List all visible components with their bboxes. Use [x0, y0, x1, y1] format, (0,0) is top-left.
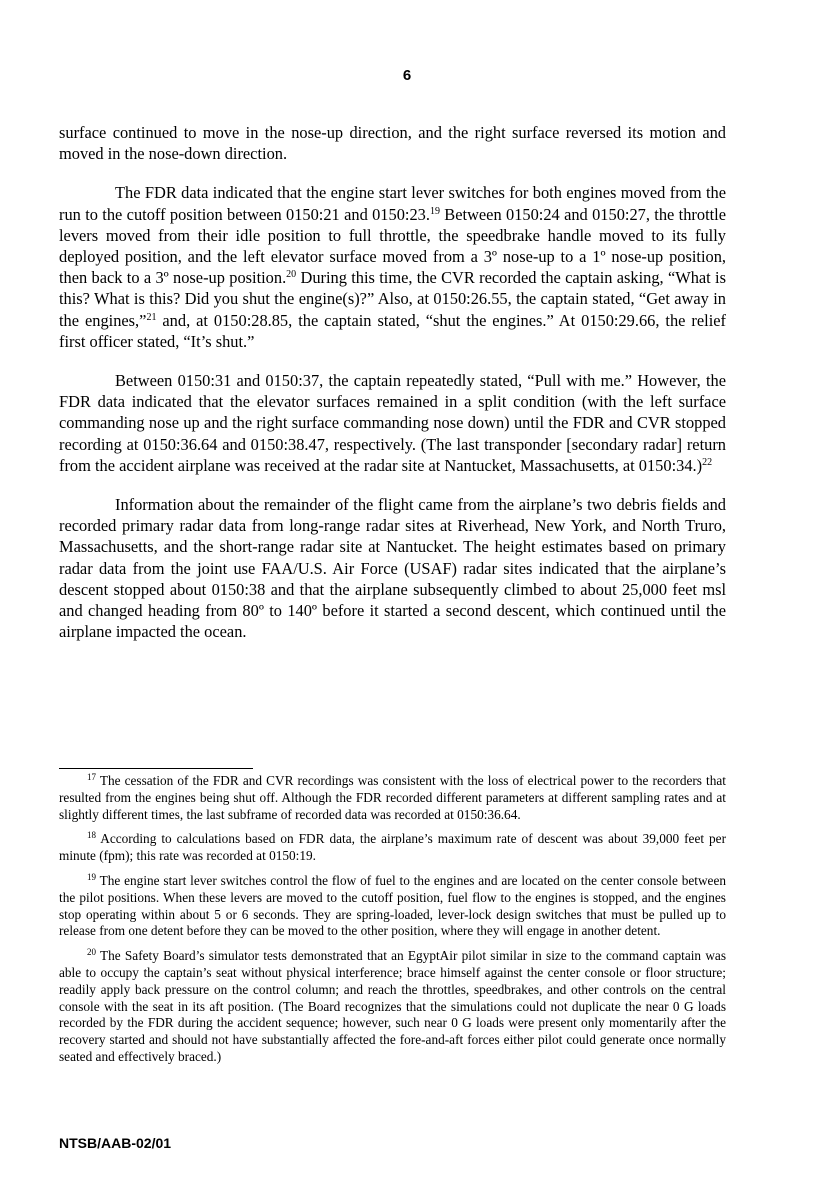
footnote-number: 20: [87, 947, 96, 958]
text-run: and, at 0150:28.85, the captain stated, “shut the engines.” At 0150:29.66, the relief first officer stated, “It’s shut.”: [59, 310, 726, 351]
footnote-text: The cessation of the FDR and CVR recordings was consistent with the loss of electrical power to the recorders that resulted from the engines being shut off. Although the FDR recorded different parameters at different sampling rates and at slightly different times, the last subframe of recorded data was recorded at 0150:36.64.: [59, 773, 726, 822]
footnote-text: According to calculations based on FDR data, the airplane’s maximum rate of descent was about 39,000 feet per minute (fpm); this rate was recorded at 0150:19.: [59, 831, 726, 864]
footnote-ref-21: 21: [146, 311, 157, 323]
text-run: Between 0150:31 and 0150:37, the captain repeatedly stated, “Pull with me.” However, the FDR data indicated that the elevator surfaces remained in a split condition (with the left surface commanding nose up and the right surface commanding nose down) until the FDR and CVR stopped recording at 0150:36.64 and 0150:38.47, respectively. (The last transponder [secondary radar] return from the accident airplane was received at the radar site at Nantucket, Massachusetts, at 0150:34.): [59, 371, 726, 475]
footnote-ref-22: 22: [702, 456, 713, 468]
footnote-divider: [59, 768, 253, 769]
footnote-19: [59, 873, 726, 940]
footnote-text: The engine start lever switches control the flow of fuel to the engines and are located on the center console between the pilot positions. When these levers are moved to the cutoff position, fuel flow to the engines is stopped, and the engines stop operating within about 5 or 6 seconds. They are spring-loaded, lever-lock design switches that must be pulled up to release from one detent before they can be moved to the other position, where they will engage in another detent.: [59, 872, 726, 939]
paragraph-engine-start-levers: [59, 182, 726, 352]
footnote-17: [59, 773, 726, 823]
footnote-18: [59, 831, 726, 865]
page-number: 6: [402, 67, 412, 84]
footnote-text: The Safety Board’s simulator tests demonstrated that an EgyptAir pilot similar in size to the command captain was able to occupy the captain’s seat without physical interference; brace himself against the center console or floor structure; readily apply back pressure on the control column; and reach the throttles, speedbrakes, and other controls on the central console with the seat in its aft position. (The Board recognizes that the simulations could not duplicate the near 0 G loads recorded by the FDR during the accident sequence; however, such near 0 G loads were present only momentarily after the recovery started and should not have substantially affected the fore-and-aft forces either pilot could generate once normally seated and effectively braced.): [59, 948, 726, 1064]
text-run: During this time, the CVR recorded the captain asking, “What is this? What is this? Did you shut the engine(s)?” Also, at 0150:26.55, the captain stated, “Get away in the engines,”: [59, 268, 726, 330]
footnote-ref-19: 19: [429, 205, 440, 217]
paragraph-continuation: [59, 122, 726, 164]
footnote-20: [59, 948, 726, 1066]
footnote-number: 18: [87, 830, 96, 841]
paragraph-pull-with-me: [59, 370, 726, 476]
text-run: Information about the remainder of the flight came from the airplane’s two debris fields and recorded primary radar data from long-range radar sites at Riverhead, New York, and North Truro, Massachusetts, and the short-range radar site at Nantucket. The height estimates based on primary radar data from the joint use FAA/U.S. Air Force (USAF) radar sites indicated that the airplane’s descent stopped about 0150:38 and that the airplane subsequently climbed to about 25,000 feet msl and changed heading from 80º to 140º before it started a second descent, which continued until the airplane impacted the ocean.: [59, 495, 726, 642]
text-run: The FDR data indicated that the engine start lever switches for both engines moved from the run to the cutoff position between 0150:21 and 0150:23.: [59, 183, 726, 224]
footnote-ref-20: 20: [286, 269, 297, 281]
text-run: Between 0150:24 and 0150:27, the throttle levers moved from their idle position to full throttle, the speedbrake handle moved to its fully deployed position, and the left elevator surface moved from a 3º nose-up to a 1º nose-up position, then back to a 3º nose-up position.: [59, 204, 727, 288]
paragraph-remainder-of-flight: [59, 494, 726, 642]
footnotes: [59, 773, 726, 1074]
report-identifier: NTSB/AAB-02/01: [59, 1135, 172, 1151]
text-run: surface continued to move in the nose-up direction, and the right surface reversed its motion and moved in the nose-down direction.: [59, 123, 726, 164]
footnote-number: 19: [87, 871, 96, 882]
footnote-number: 17: [87, 772, 96, 782]
body-text: [59, 122, 726, 660]
